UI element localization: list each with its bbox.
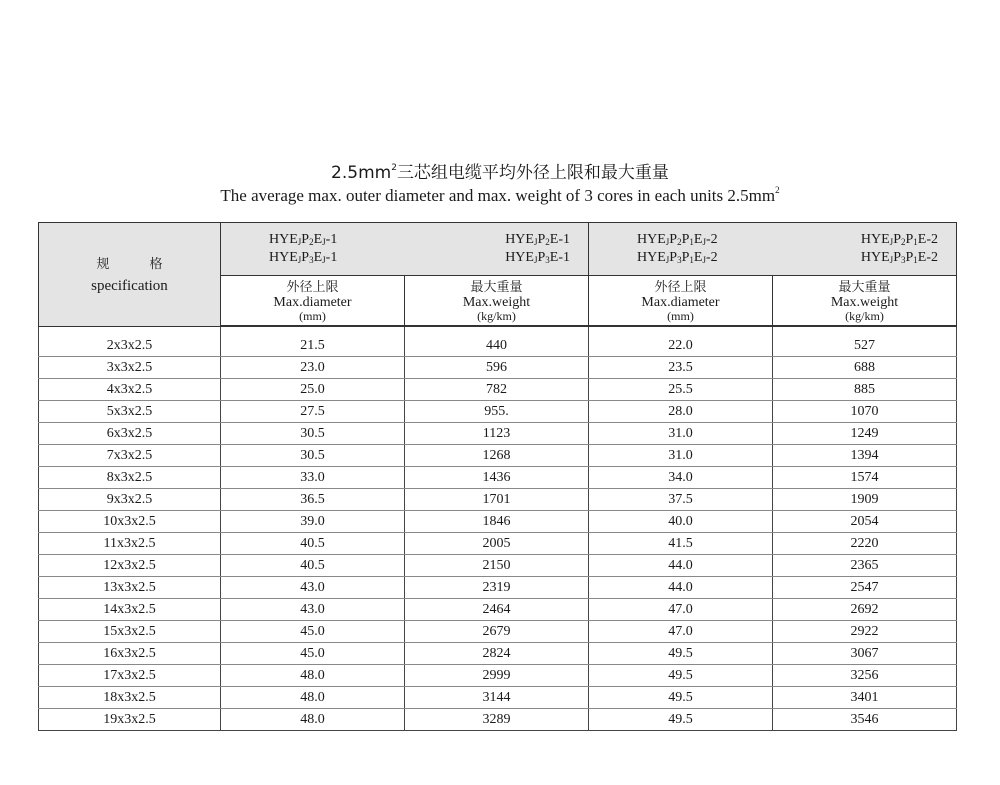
model-subscript: 1 bbox=[913, 237, 918, 247]
title-en-sup: 2 bbox=[775, 185, 780, 195]
diameter-2-cell: 23.5 bbox=[589, 357, 773, 379]
model-text: E bbox=[693, 232, 703, 247]
spec-cell: 7x3x2.5 bbox=[39, 445, 221, 467]
col-weight-unit: (kg/km) bbox=[477, 308, 516, 323]
model-text: E bbox=[313, 232, 323, 247]
weight-1-cell: 1846 bbox=[405, 511, 589, 533]
model-group-2 bbox=[589, 223, 957, 276]
model-subscript: J bbox=[322, 255, 326, 265]
model-subscript: J bbox=[297, 237, 302, 247]
model-designation bbox=[637, 231, 718, 249]
diameter-1-cell: 25.0 bbox=[221, 379, 405, 401]
table-row bbox=[39, 335, 957, 357]
diameter-2-cell: 49.5 bbox=[589, 709, 773, 731]
model-text: E bbox=[313, 250, 323, 265]
diameter-2-cell: 31.0 bbox=[589, 445, 773, 467]
spec-cell: 8x3x2.5 bbox=[39, 467, 221, 489]
weight-2-cell: 2692 bbox=[773, 599, 957, 621]
table-row bbox=[39, 643, 957, 665]
spec-cell: 14x3x2.5 bbox=[39, 599, 221, 621]
diameter-1-cell: 21.5 bbox=[221, 335, 405, 357]
table-row bbox=[39, 379, 957, 401]
model-subscript: J bbox=[665, 255, 670, 265]
table-row bbox=[39, 357, 957, 379]
spec-header-cn: 规格 bbox=[96, 257, 203, 273]
diameter-1-cell: 43.0 bbox=[221, 577, 405, 599]
model-designation bbox=[861, 249, 938, 267]
weight-1-cell: 3144 bbox=[405, 687, 589, 709]
title-cn-sup: 2 bbox=[391, 163, 397, 173]
diameter-1-cell: 43.0 bbox=[221, 599, 405, 621]
col-diameter-en: Max.diameter bbox=[273, 294, 352, 310]
weight-1-cell: 1268 bbox=[405, 445, 589, 467]
col-diameter-en: Max.diameter bbox=[641, 294, 720, 310]
model-text: E-1 bbox=[549, 250, 570, 265]
table-row bbox=[39, 533, 957, 555]
table-row bbox=[39, 577, 957, 599]
col-weight-2 bbox=[773, 276, 957, 327]
diameter-2-cell: 34.0 bbox=[589, 467, 773, 489]
model-text: HYE bbox=[505, 250, 534, 265]
model-subscript: J bbox=[889, 237, 894, 247]
model-subscript: 1 bbox=[689, 237, 694, 247]
model-text: HYE bbox=[860, 232, 890, 247]
table-body bbox=[39, 326, 957, 731]
model-text: P bbox=[537, 232, 546, 247]
col-diameter-cn: 外径上限 bbox=[654, 279, 707, 295]
spec-cell: 5x3x2.5 bbox=[39, 401, 221, 423]
table-row bbox=[39, 709, 957, 731]
table-row bbox=[39, 555, 957, 577]
diameter-1-cell: 30.5 bbox=[221, 445, 405, 467]
weight-1-cell: 3289 bbox=[405, 709, 589, 731]
weight-2-cell: 3546 bbox=[773, 709, 957, 731]
col-weight-en: Max.weight bbox=[830, 294, 899, 310]
model-subscript: 1 bbox=[689, 255, 694, 265]
weight-2-cell: 3256 bbox=[773, 665, 957, 687]
spec-cell: 16x3x2.5 bbox=[39, 643, 221, 665]
diameter-1-cell: 30.5 bbox=[221, 423, 405, 445]
title-cn-rest: 三芯组电缆平均外径上限和最大重量 bbox=[396, 163, 669, 183]
spec-cell: 17x3x2.5 bbox=[39, 665, 221, 687]
model-text: HYE bbox=[269, 232, 298, 247]
title-english bbox=[0, 186, 1000, 206]
model-subscript: J bbox=[702, 237, 706, 247]
model-text: P bbox=[669, 250, 678, 265]
table-row bbox=[39, 467, 957, 489]
diameter-1-cell: 39.0 bbox=[221, 511, 405, 533]
spec-cell: 3x3x2.5 bbox=[39, 357, 221, 379]
model-designation bbox=[269, 249, 337, 267]
model-subscript: J bbox=[322, 237, 326, 247]
model-text: -1 bbox=[325, 232, 338, 247]
model-subscript: 3 bbox=[900, 255, 906, 265]
diameter-2-cell: 28.0 bbox=[589, 401, 773, 423]
diameter-2-cell: 49.5 bbox=[589, 643, 773, 665]
weight-2-cell: 2365 bbox=[773, 555, 957, 577]
title-en-main: The average max. outer diameter and max. weight of 3 cores in each units 2.5mm bbox=[220, 186, 776, 205]
diameter-2-cell: 31.0 bbox=[589, 423, 773, 445]
model-text: -2 bbox=[705, 232, 718, 247]
model-designation bbox=[269, 231, 337, 249]
diameter-2-cell: 44.0 bbox=[589, 577, 773, 599]
weight-2-cell: 1574 bbox=[773, 467, 957, 489]
weight-2-cell: 885 bbox=[773, 379, 957, 401]
diameter-2-cell: 49.5 bbox=[589, 687, 773, 709]
diameter-2-cell: 40.0 bbox=[589, 511, 773, 533]
table-row bbox=[39, 687, 957, 709]
table-row bbox=[39, 511, 957, 533]
model-subscript: J bbox=[702, 255, 706, 265]
weight-1-cell: 440 bbox=[405, 335, 589, 357]
model-text: HYE bbox=[269, 250, 298, 265]
spec-cell: 11x3x2.5 bbox=[39, 533, 221, 555]
diameter-2-cell: 37.5 bbox=[589, 489, 773, 511]
weight-2-cell: 1394 bbox=[773, 445, 957, 467]
weight-1-cell: 2999 bbox=[405, 665, 589, 687]
col-weight-en: Max.weight bbox=[462, 294, 531, 310]
model-text: E bbox=[693, 250, 703, 265]
diameter-1-cell: 40.5 bbox=[221, 533, 405, 555]
spec-cell: 18x3x2.5 bbox=[39, 687, 221, 709]
weight-2-cell: 2220 bbox=[773, 533, 957, 555]
model-text: P bbox=[681, 250, 690, 265]
diameter-2-cell: 47.0 bbox=[589, 621, 773, 643]
model-subscript: J bbox=[297, 255, 302, 265]
weight-1-cell: 2824 bbox=[405, 643, 589, 665]
col-weight-1 bbox=[405, 276, 589, 327]
header-spacer bbox=[39, 326, 957, 335]
weight-1-cell: 596 bbox=[405, 357, 589, 379]
weight-1-cell: 2150 bbox=[405, 555, 589, 577]
spec-cell: 2x3x2.5 bbox=[39, 335, 221, 357]
model-text: HYE bbox=[505, 232, 534, 247]
model-subscript: 2 bbox=[545, 237, 550, 247]
weight-2-cell: 2547 bbox=[773, 577, 957, 599]
diameter-1-cell: 27.5 bbox=[221, 401, 405, 423]
model-text: -2 bbox=[705, 250, 718, 265]
diameter-1-cell: 48.0 bbox=[221, 665, 405, 687]
title-cn-prefix: 2.5mm bbox=[331, 163, 392, 183]
spec-cell: 19x3x2.5 bbox=[39, 709, 221, 731]
model-text: -1 bbox=[325, 250, 338, 265]
spec-header-en: specification bbox=[91, 278, 168, 295]
model-designation bbox=[861, 231, 938, 249]
diameter-2-cell: 47.0 bbox=[589, 599, 773, 621]
col-diameter-unit: (mm) bbox=[667, 308, 694, 323]
diameter-1-cell: 23.0 bbox=[221, 357, 405, 379]
model-designation bbox=[505, 231, 570, 249]
spec-header bbox=[39, 223, 221, 327]
model-subscript: 3 bbox=[545, 255, 550, 265]
weight-1-cell: 2679 bbox=[405, 621, 589, 643]
table-row bbox=[39, 445, 957, 467]
title-chinese bbox=[0, 158, 1000, 183]
model-subscript: J bbox=[533, 255, 538, 265]
col-diameter-unit: (mm) bbox=[299, 308, 326, 323]
model-designation bbox=[637, 249, 718, 267]
model-subscript: J bbox=[889, 255, 894, 265]
spec-cell: 15x3x2.5 bbox=[39, 621, 221, 643]
table-row bbox=[39, 489, 957, 511]
diameter-1-cell: 40.5 bbox=[221, 555, 405, 577]
model-subscript: 2 bbox=[309, 237, 314, 247]
weight-2-cell: 688 bbox=[773, 357, 957, 379]
model-text: P bbox=[905, 232, 914, 247]
weight-1-cell: 2005 bbox=[405, 533, 589, 555]
spec-cell: 13x3x2.5 bbox=[39, 577, 221, 599]
spec-cell: 6x3x2.5 bbox=[39, 423, 221, 445]
diameter-2-cell: 44.0 bbox=[589, 555, 773, 577]
weight-1-cell: 1123 bbox=[405, 423, 589, 445]
weight-2-cell: 1070 bbox=[773, 401, 957, 423]
model-text: P bbox=[893, 250, 901, 265]
weight-1-cell: 2319 bbox=[405, 577, 589, 599]
model-subscript: J bbox=[665, 237, 670, 247]
table-row bbox=[39, 401, 957, 423]
diameter-2-cell: 25.5 bbox=[589, 379, 773, 401]
col-weight-unit: (kg/km) bbox=[845, 308, 884, 323]
col-weight-cn: 最大重量 bbox=[470, 279, 523, 295]
weight-2-cell: 3401 bbox=[773, 687, 957, 709]
model-group-2-right bbox=[861, 231, 956, 267]
model-text: P bbox=[301, 250, 310, 265]
model-text: P bbox=[905, 250, 914, 265]
spec-cell: 4x3x2.5 bbox=[39, 379, 221, 401]
model-text: P bbox=[669, 232, 678, 247]
diameter-1-cell: 36.5 bbox=[221, 489, 405, 511]
model-group-2-left bbox=[589, 231, 718, 267]
model-subscript: J bbox=[533, 237, 538, 247]
model-subscript: 3 bbox=[677, 255, 682, 265]
weight-1-cell: 955. bbox=[405, 401, 589, 423]
col-diameter-cn: 外径上限 bbox=[286, 279, 339, 295]
model-subscript: 2 bbox=[900, 237, 906, 247]
diameter-2-cell: 22.0 bbox=[589, 335, 773, 357]
model-designation bbox=[505, 249, 570, 267]
weight-1-cell: 782 bbox=[405, 379, 589, 401]
diameter-2-cell: 41.5 bbox=[589, 533, 773, 555]
model-text: E-1 bbox=[549, 232, 570, 247]
table-row bbox=[39, 423, 957, 445]
model-text: HYE bbox=[637, 232, 666, 247]
model-text: E-2 bbox=[917, 232, 938, 247]
weight-2-cell: 3067 bbox=[773, 643, 957, 665]
model-subscript: 1 bbox=[913, 255, 918, 265]
diameter-1-cell: 45.0 bbox=[221, 621, 405, 643]
weight-2-cell: 2054 bbox=[773, 511, 957, 533]
model-text: HYE bbox=[860, 250, 890, 265]
model-subscript: 3 bbox=[309, 255, 314, 265]
weight-2-cell: 1249 bbox=[773, 423, 957, 445]
model-text: P bbox=[893, 232, 901, 247]
diameter-2-cell: 49.5 bbox=[589, 665, 773, 687]
table-row bbox=[39, 665, 957, 687]
model-text: P bbox=[681, 232, 690, 247]
model-subscript: 2 bbox=[677, 237, 682, 247]
model-text: E-2 bbox=[917, 250, 938, 265]
col-diameter-2 bbox=[589, 276, 773, 327]
model-group-1 bbox=[221, 223, 589, 276]
table-row bbox=[39, 621, 957, 643]
col-weight-cn: 最大重量 bbox=[838, 279, 891, 295]
spec-cell: 12x3x2.5 bbox=[39, 555, 221, 577]
model-group-1-left bbox=[221, 231, 337, 267]
spec-cell: 10x3x2.5 bbox=[39, 511, 221, 533]
diameter-1-cell: 45.0 bbox=[221, 643, 405, 665]
model-text: HYE bbox=[637, 250, 666, 265]
model-text: P bbox=[301, 232, 310, 247]
weight-1-cell: 2464 bbox=[405, 599, 589, 621]
diameter-1-cell: 48.0 bbox=[221, 687, 405, 709]
model-group-1-right bbox=[505, 231, 588, 267]
spec-cell: 9x3x2.5 bbox=[39, 489, 221, 511]
weight-1-cell: 1436 bbox=[405, 467, 589, 489]
col-diameter-1 bbox=[221, 276, 405, 327]
spec-table bbox=[38, 222, 957, 731]
weight-1-cell: 1701 bbox=[405, 489, 589, 511]
weight-2-cell: 527 bbox=[773, 335, 957, 357]
weight-2-cell: 2922 bbox=[773, 621, 957, 643]
diameter-1-cell: 33.0 bbox=[221, 467, 405, 489]
weight-2-cell: 1909 bbox=[773, 489, 957, 511]
model-text: P bbox=[537, 250, 546, 265]
table-row bbox=[39, 599, 957, 621]
diameter-1-cell: 48.0 bbox=[221, 709, 405, 731]
